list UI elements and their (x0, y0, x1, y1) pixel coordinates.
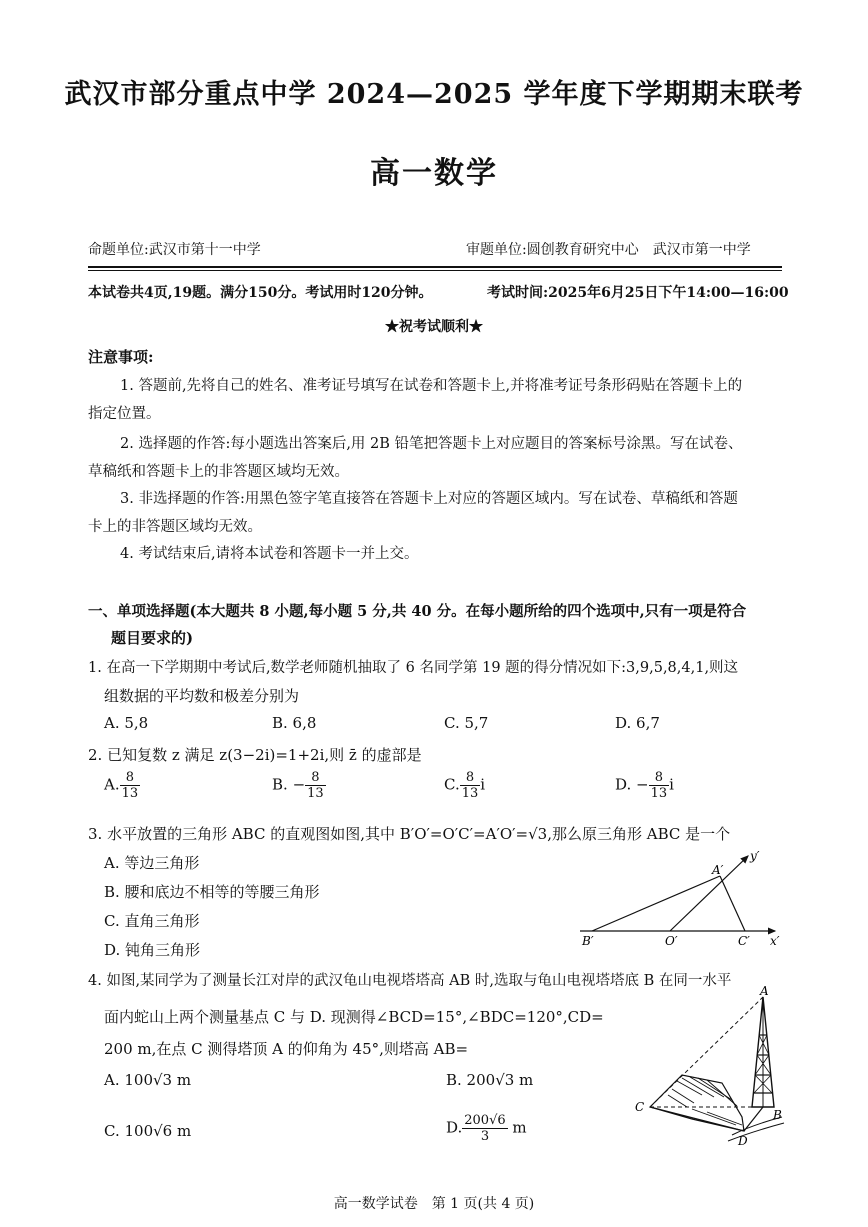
label-y: y′ (750, 849, 760, 863)
notice-item: 草稿纸和答题卡上的非答题区域均无效。 (88, 464, 349, 480)
y-axis (670, 856, 748, 931)
question-2-stem: 2. 已知复数 z 满足 z(3−2i)=1+2i,则 z̄ 的虚部是 (88, 746, 422, 764)
header-rule-thin (88, 270, 782, 271)
exam-title: 武汉市部分重点中学 2024—2025 学年度下学期期末联考 (64, 79, 804, 110)
question-4-stem-cont: 面内蛇山上两个测量基点 C 与 D. 现测得∠BCD=15°,∠BDC=120°,CD= (104, 1008, 604, 1026)
question-4-stem-cont2: 200 m,在点 C 测得塔顶 A 的仰角为 45°,则塔高 AB= (104, 1040, 469, 1058)
good-luck-banner: ★祝考试顺利★ (385, 319, 483, 335)
q3-option-d: D. 钝角三角形 (104, 941, 201, 959)
section-heading-cont: 题目要求的) (111, 629, 194, 647)
question-1-stem: 1. 在高一下学期期中考试后,数学老师随机抽取了 6 名同学第 19 题的得分情况如下:3,9,5,8,4,1,则这 (88, 660, 739, 676)
exam-time: 考试时间:2025年6月25日下午14:00—16:00 (487, 285, 789, 301)
label-a: A (760, 985, 769, 998)
page-footer: 高一数学试卷 第 1 页(共 4 页) (333, 1196, 535, 1212)
notice-item: 4. 考试结束后,请将本试卷和答题卡一并上交。 (120, 546, 419, 562)
q4-option-b: B. 200√3 m (446, 1071, 534, 1089)
reviewer: 审题单位:圆创教育研究中心 武汉市第一中学 (466, 242, 751, 258)
notice-item: 2. 选择题的作答:每小题选出答案后,用 2B 铅笔把答题卡上对应题目的答案标号涂黑。写在试卷、 (120, 436, 743, 452)
notice-item: 3. 非选择题的作答:用黑色签字笔直接答在答题卡上对应的答题区域内。写在试卷、草稿纸和答题 (120, 491, 738, 507)
q4-figure-tower (632, 985, 792, 1150)
q4-option-d: D. $\frac{200√6}{3}$ m (446, 1113, 527, 1144)
label-a: A′ (712, 863, 724, 877)
side-ac (720, 876, 745, 931)
q1-option-d: D. 6,7 (615, 714, 660, 732)
q2-option-c: C. $\frac{8}{13}$ i (444, 770, 486, 801)
question-4-stem: 4. 如图,某同学为了测量长江对岸的武汉龟山电视塔塔高 AB 时,选取与龟山电视塔塔底 B 在同一水平 (88, 973, 732, 989)
q1-option-a: A. 5,8 (104, 714, 149, 732)
notice-item: 1. 答题前,先将自己的姓名、准考证号填写在试卷和答题卡上,并将准考证号条形码贴在答题卡上的 (120, 378, 743, 394)
q1-option-c: C. 5,7 (444, 714, 489, 732)
q3-option-a: A. 等边三角形 (104, 854, 200, 872)
notice-heading: 注意事项: (88, 348, 154, 366)
line-db (744, 1107, 763, 1131)
label-b: B (773, 1108, 782, 1122)
q3-option-c: C. 直角三角形 (104, 912, 200, 930)
q3-option-b: B. 腰和底边不相等的等腰三角形 (104, 883, 320, 901)
subject-title: 高一数学 (370, 156, 498, 191)
notice-item: 卡上的非答题区域均无效。 (88, 519, 262, 535)
question-3-stem: 3. 水平放置的三角形 ABC 的直观图如图,其中 B′O′=O′C′=A′O′=√3,那么原三角形 ABC 是一个 (88, 825, 731, 843)
q2-option-d: D. − $\frac{8}{13}$ i (615, 770, 674, 801)
q4-option-a: A. 100√3 m (104, 1071, 192, 1089)
label-d: D (738, 1134, 748, 1148)
notice-item: 指定位置。 (88, 406, 161, 422)
paper-info: 本试卷共4页,19题。满分150分。考试用时120分钟。 (88, 285, 433, 301)
header-rule (88, 266, 782, 268)
q4-option-c: C. 100√6 m (104, 1122, 192, 1140)
label-b: B′ (582, 934, 594, 948)
label-c: C (635, 1100, 645, 1114)
section-heading: 一、单项选择题(本大题共 8 小题,每小题 5 分,共 40 分。在每小题所给的四个选项中,只有一项是符合 (88, 603, 747, 620)
label-c: C′ (738, 934, 750, 948)
q3-figure-intuitive-diagram (570, 848, 790, 950)
proposer: 命题单位:武汉市第十一中学 (88, 242, 261, 258)
q1-option-b: B. 6,8 (272, 714, 317, 732)
label-x: x′ (770, 934, 780, 948)
q2-option-a: A. $\frac{8}{13}$ (104, 770, 139, 801)
side-ba (592, 876, 720, 931)
label-o: O′ (665, 934, 678, 948)
question-1-stem-cont: 组数据的平均数和极差分别为 (104, 687, 300, 705)
q2-option-b: B. − $\frac{8}{13}$ (272, 770, 324, 801)
